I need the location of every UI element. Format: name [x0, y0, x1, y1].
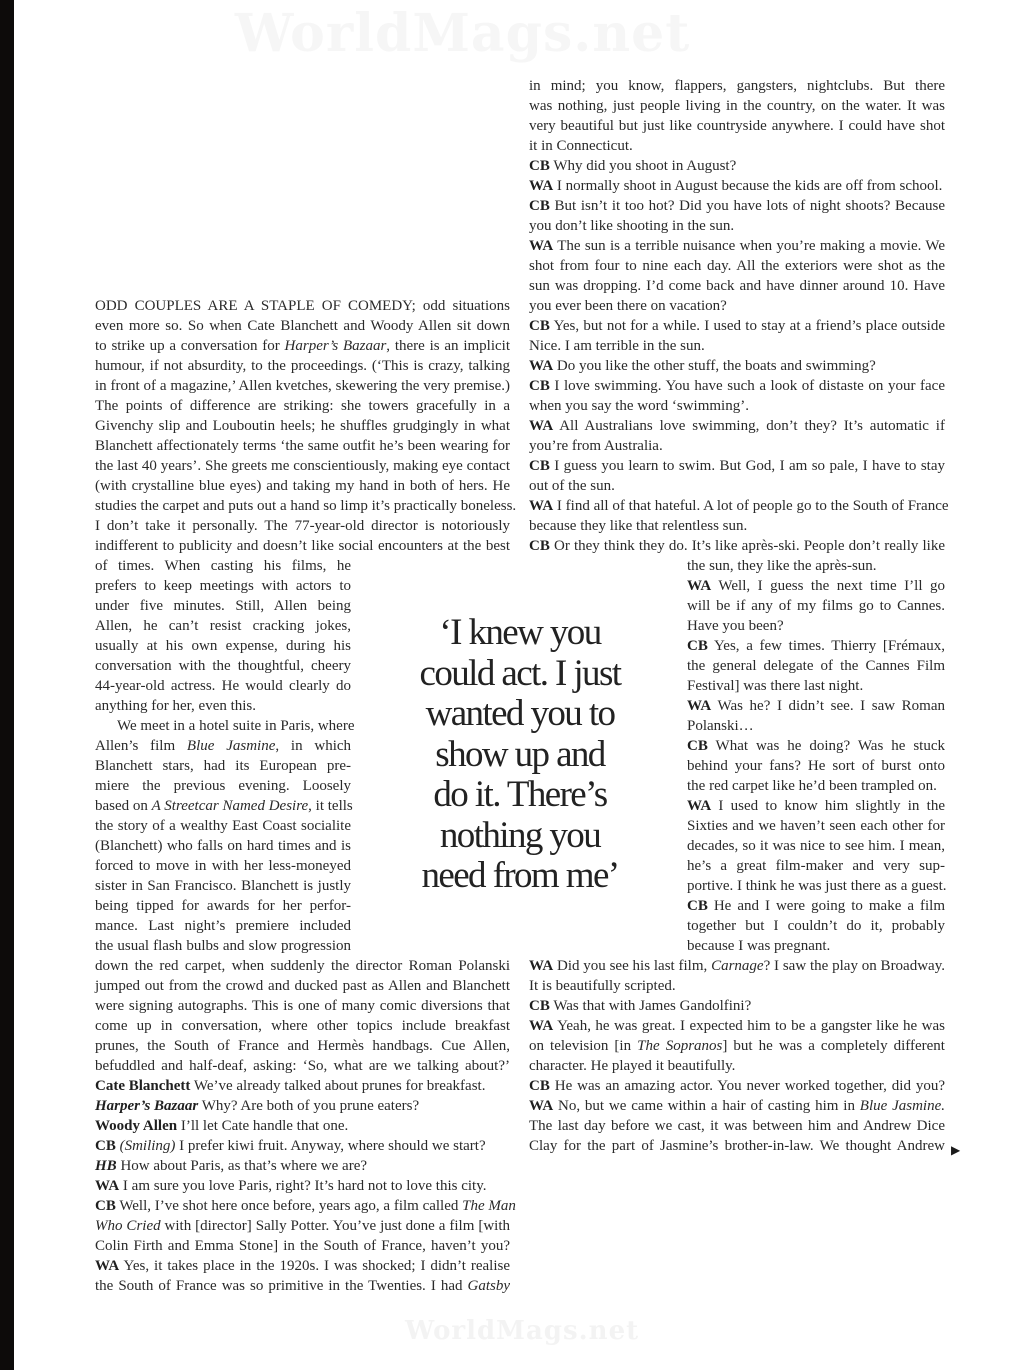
dialogue-line: CB Or they think they do. It’s like après-ski. People don’t really like	[529, 538, 945, 554]
dialogue-line: CB He was an amazing actor. You never worked together, did you?	[529, 1078, 945, 1094]
dialogue-line: HB How about Paris, as that’s where we are?	[95, 1158, 368, 1174]
dialogue-line: CB I love swimming. You have such a look of distaste on your face	[529, 378, 946, 394]
stage-direction: (Smiling)	[119, 1138, 176, 1154]
right-column-top	[529, 76, 949, 556]
speaker: WA	[529, 178, 554, 194]
dialogue-line: WA All Australians love swimming, don’t they? It’s automatic if	[529, 418, 945, 434]
dialogue-line: The last day before we cast, it was between him and Andrew Dice	[529, 1118, 945, 1134]
pull-quote-line: could act. I just	[419, 652, 621, 694]
dialogue-line: you’re from Australia.	[529, 438, 663, 454]
speaker: WA	[687, 698, 712, 714]
dialogue-line: when you say the word ‘swimming’.	[529, 398, 749, 414]
body-line: prunes, the South of France and Hermès handbags. Cue Allen,	[95, 1038, 510, 1054]
speaker: WA	[529, 358, 554, 374]
body-line: prefers to keep meetings with actors to	[95, 578, 351, 594]
body-line: were signing autographs. This is one of many comic diversions that	[95, 998, 510, 1014]
body-line: forced to move in with her less-moneyed	[95, 858, 351, 874]
dialogue-line: the South of France was so primitive in the Twenties. I had Gatsby	[95, 1278, 510, 1294]
dialogue-line: WA Yes, it takes place in the 1920s. I was shocked; I didn’t realise	[95, 1258, 510, 1274]
left-column-intro	[95, 296, 517, 556]
dialogue-line: behind your fans? He sort of burst onto	[687, 758, 945, 774]
dialogue-line: you ever been there on vacation?	[529, 298, 727, 314]
speaker: CB	[95, 1198, 116, 1214]
speaker: WA	[687, 578, 712, 594]
body-line: mance. Last night’s premiere included	[95, 918, 351, 934]
dialogue-line: WA Well, I guess the next time I’ll go	[687, 578, 946, 594]
dialogue-line: CB I guess you learn to swim. But God, I am so pale, I have to stay	[529, 458, 946, 474]
speaker: CB	[529, 538, 550, 554]
intro-line: ODD COUPLES ARE A STAPLE OF COMEDY; odd situations	[95, 298, 510, 314]
speaker: WA	[529, 1098, 554, 1114]
dialogue-line: CB But isn’t it too hot? Did you have lots of night shoots? Because	[529, 198, 946, 214]
dialogue-line: because they like that relentless sun.	[529, 518, 748, 534]
dialogue-line: together but I couldn’t do it, probably	[687, 918, 945, 934]
speaker: Harper’s Bazaar	[95, 1098, 199, 1114]
dialogue-line: WA Was he? I didn’t see. I saw Roman	[687, 698, 945, 714]
speaker: WA	[529, 498, 554, 514]
dialogue-line: CB Well, I’ve shot here once before, years ago, a film called The Man	[95, 1198, 516, 1214]
dialogue-line: Colin Firth and Emma Stone] in the South of France, haven’t you?	[95, 1238, 510, 1254]
body-line: in mind; you know, flappers, gangsters, nightclubs. But there	[529, 78, 945, 94]
pull-quote-line: need from me’	[421, 855, 619, 896]
intro-line: in front of a magazine,’ Allen kvetches, skewering the very premise.)	[95, 378, 510, 394]
dialogue-line: It is beautifully scripted.	[529, 978, 676, 994]
intro-line: Givenchy slip and Louboutin heels; he shuffles grudgingly in what	[95, 418, 510, 434]
dialogue-line: WA I find all of that hateful. A lot of people go to the South of France	[529, 498, 949, 514]
film-title: Blue Jasmine.	[859, 1098, 945, 1114]
speaker: CB	[529, 998, 550, 1014]
dialogue-line: WA Yeah, he was great. I expected him to be a gangster like he was	[529, 1018, 945, 1034]
dialogue-line: Festival] was there last night.	[687, 678, 864, 694]
speaker: Woody Allen	[95, 1118, 178, 1134]
dialogue-line: Cate Blanchett We’ve already talked about prunes for breakfast.	[95, 1078, 486, 1094]
dialogue-line: Sixties and we haven’t seen each other for	[687, 818, 945, 834]
dialogue-line: CB (Smiling) I prefer kiwi fruit. Anyway, where should we start?	[95, 1138, 486, 1154]
body-line: the story of a wealthy East Coast socialite	[95, 818, 351, 834]
body-line: miere the previous evening. Loosely	[95, 778, 351, 794]
pull-quote-line: show up and	[435, 733, 605, 775]
body-line: it in Connecticut.	[529, 138, 633, 154]
dialogue-line: WA Do you like the other stuff, the boats and swimming?	[529, 358, 876, 374]
body-line: was nothing, just people living in the country, on the water. It was	[529, 98, 945, 114]
magazine-title: Harper’s Bazaar	[284, 338, 387, 354]
body-line: sister in San Francisco. Blanchett is justly	[95, 878, 351, 894]
speaker: CB	[687, 898, 708, 914]
dialogue-line: the red carpet like he’d been trampled on.	[687, 778, 937, 794]
dialogue-line: on television [in The Sopranos] but he was a completely different	[529, 1038, 945, 1054]
dialogue-line: Who Cried with [director] Sally Potter. You’ve just done a film [with	[95, 1218, 510, 1234]
left-column-bottom	[95, 956, 516, 1296]
pull-quote-line: wanted you to	[425, 693, 615, 734]
speaker: CB	[529, 458, 550, 474]
dialogue-line: out of the sun.	[529, 478, 615, 494]
dialogue-line: CB What was he doing? Was he stuck	[687, 738, 946, 754]
speaker: CB	[529, 378, 550, 394]
watermark-bottom: WorldMags.net	[405, 1316, 640, 1346]
intro-lead: ODD COUPLES ARE A STAPLE OF COMEDY;	[95, 298, 416, 314]
dialogue-line: CB Why did you shoot in August?	[529, 158, 737, 174]
speaker: WA	[95, 1178, 120, 1194]
dialogue-line: WA The sun is a terrible nuisance when you’re making a movie. We	[529, 238, 945, 254]
speaker: WA	[529, 238, 554, 254]
dialogue-line: you don’t like shooting in the sun.	[529, 218, 735, 234]
intro-line: indifferent to publicity and doesn’t like social encounters at the best	[95, 538, 510, 554]
watermark-top: WorldMags.net	[235, 3, 691, 64]
dialogue-line: sun was dropping. I’d come back and have dinner around 10. Have	[529, 278, 945, 294]
dialogue-line: he’s a great film-maker and very sup-	[687, 858, 945, 874]
speaker: WA	[95, 1258, 120, 1274]
speaker: WA	[529, 958, 554, 974]
dialogue-line: WA I used to know him slightly in the	[687, 798, 945, 814]
body-line: Blanchett stars, had its European pre-	[95, 758, 351, 774]
intro-line: I don’t take it personally. The 77-year-old director is notoriously	[95, 518, 510, 534]
dialogue-line: shot from four to nine each day. All the exteriors were shot as the	[529, 258, 945, 274]
body-line: befuddled and half-deaf, asking: ‘So, what are we talking about?’	[95, 1058, 510, 1074]
film-title: The Man	[462, 1198, 516, 1214]
intro-line: The points of difference are striking: she towers gracefully in a	[95, 398, 510, 414]
body-line: (Blanchett) who falls on hard times and is	[95, 838, 351, 854]
intro-line: (with crystalline blue eyes) and taking my hand in both of hers. He	[95, 478, 510, 494]
body-line: down the red carpet, when suddenly the director Roman Polanski	[95, 958, 510, 974]
page-edge-shadow	[0, 0, 14, 1370]
body-line: 44-year-old actress. He would clearly do	[95, 678, 351, 694]
right-dialogue-narrow	[687, 556, 945, 956]
speaker: CB	[529, 1078, 550, 1094]
film-title: Blue Jasmine	[186, 738, 276, 754]
body-line: We meet in a hotel suite in Paris, where	[117, 718, 355, 734]
dialogue-line: CB He and I were going to make a film	[687, 898, 946, 914]
show-title: The Sopranos	[637, 1038, 723, 1054]
body-line: very beautiful but just like countryside anywhere. I could have shot	[529, 118, 945, 134]
speaker: WA	[529, 1018, 554, 1034]
dialogue-line: CB Was that with James Gandolfini?	[529, 998, 752, 1014]
intro-line: studies the carpet and puts out a hand so limp it’s practically boneless.	[95, 498, 517, 514]
continue-arrow-icon: ▶	[951, 1143, 961, 1157]
dialogue-line: CB Yes, but not for a while. I used to stay at a friend’s place outside	[529, 318, 945, 334]
speaker: WA	[687, 798, 712, 814]
body-line: conversation with the thoughtful, cheery	[95, 658, 351, 674]
dialogue-line: Polanski…	[687, 718, 754, 734]
body-line: under five minutes. Still, Allen being	[95, 598, 351, 614]
dialogue-line: because I was pregnant.	[687, 938, 831, 954]
pull-quote-line: ‘I knew you	[439, 612, 601, 653]
dialogue-line: Harper’s Bazaar Why? Are both of you prune eaters?	[95, 1098, 420, 1114]
dialogue-line: CB Yes, a few times. Thierry [Frémaux,	[687, 638, 945, 654]
dialogue-line: the sun, they like the après-sun.	[687, 558, 877, 574]
dialogue-line: WA Did you see his last film, Carnage? I saw the play on Broadway.	[529, 958, 945, 974]
body-line: the usual flash bulbs and slow progression	[95, 938, 351, 954]
dialogue-line: Woody Allen I’ll let Cate handle that one.	[95, 1118, 349, 1134]
dialogue-line: decades, so it was nice to see him. I mean,	[687, 838, 945, 854]
speaker: HB	[95, 1158, 117, 1174]
speaker: Cate Blanchett	[95, 1078, 191, 1094]
dialogue-line: portive. I think he was just there as a guest.	[687, 878, 947, 894]
pull-quote-line: nothing you	[439, 814, 601, 856]
film-title: Gatsby	[467, 1278, 510, 1294]
dialogue-line: will be if any of my films go to Cannes.	[687, 598, 945, 614]
intro-line: to strike up a conversation for Harper’s Bazaar, there is an implicit	[95, 338, 510, 354]
body-line: anything for her, even this.	[95, 698, 257, 714]
dialogue-line: character. He played it beautifully.	[529, 1058, 736, 1074]
play-title: A Streetcar Named Desire	[151, 798, 309, 814]
dialogue-line: WA I normally shoot in August because the kids are off from school.	[529, 178, 943, 194]
right-column-wrap	[687, 556, 945, 956]
speaker: CB	[687, 738, 708, 754]
speaker: WA	[529, 418, 554, 434]
dialogue-line: WA No, but we came within a hair of casting him in Blue Jasmine.	[529, 1098, 945, 1114]
body-line: Allen’s film Blue Jasmine, in which	[95, 738, 352, 754]
pull-quote-line: do it. There’s	[433, 774, 607, 815]
body-line: jumped out from the crowd and ducked past as Allen and Blanchett	[95, 978, 510, 994]
dialogue-line: Have you been?	[687, 618, 784, 634]
right-column-bottom	[529, 956, 945, 1156]
intro-line: the last 40 years’. She greets me conscientiously, making eye contact	[95, 458, 510, 474]
film-title: Carnage	[711, 958, 764, 974]
film-title: Who Cried	[95, 1218, 161, 1234]
body-line: Allen, he can’t resist cracking jokes,	[95, 618, 351, 634]
intro-line: even more so. So when Cate Blanchett and Woody Allen sit down	[95, 318, 510, 334]
body-line: of times. When casting his films, he	[95, 558, 351, 574]
dialogue-line: Nice. I am terrible in the sun.	[529, 338, 705, 354]
body-line: being tipped for awards for her perfor-	[95, 898, 351, 914]
body-line: based on A Streetcar Named Desire, it tells	[95, 798, 353, 814]
intro-line: humour, if not absurdity, to the proceedings. (‘This is crazy, talking	[95, 358, 510, 374]
intro-line: Blanchett affectionately terms ‘the same outfit he’s been wearing for	[95, 438, 510, 454]
speaker: CB	[529, 198, 550, 214]
speaker: CB	[529, 158, 550, 174]
right-dialogue-wide	[529, 156, 949, 556]
body-line: usually at his own expense, during his	[95, 638, 351, 654]
speaker: CB	[529, 318, 550, 334]
speaker: CB	[687, 638, 708, 654]
dialogue-line: the general delegate of the Cannes Film	[687, 658, 945, 674]
speaker: CB	[95, 1138, 116, 1154]
dialogue-line: Clay for the part of Jasmine’s brother-in-law. We thought Andrew	[529, 1138, 945, 1154]
body-line: come up in conversation, where other topics include breakfast	[95, 1018, 510, 1034]
dialogue-line: WA I am sure you love Paris, right? It’s hard not to love this city.	[95, 1178, 487, 1194]
left-column-wrap	[95, 556, 355, 956]
pull-quote	[398, 613, 642, 897]
